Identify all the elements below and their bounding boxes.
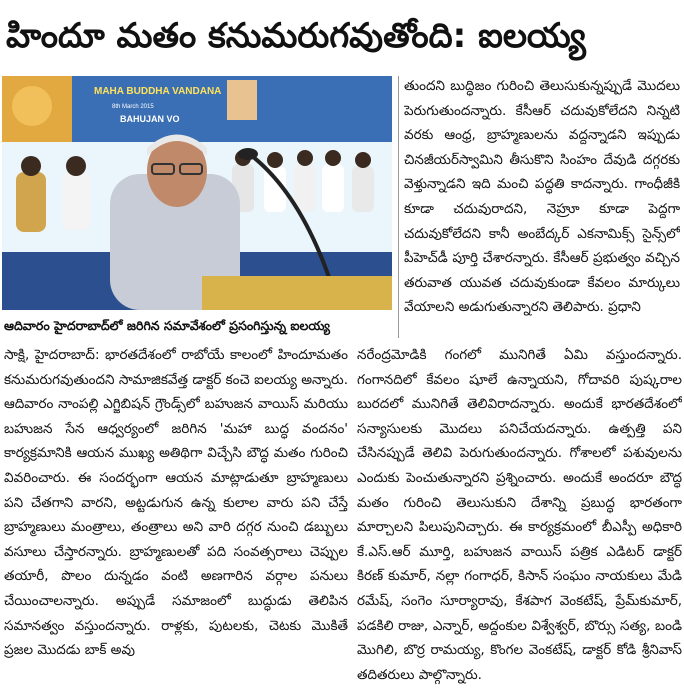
- banner-title: MAHA BUDDHA VANDANA: [94, 86, 222, 97]
- photo-caption: ఆదివారం హైదరాబాద్‌లో జరిగిన సమావేశంలో ప్రసంగిస్తున్న ఐలయ్య: [4, 318, 331, 333]
- article-column-right-bottom: [357, 343, 682, 688]
- article-column-right-top: [404, 74, 680, 344]
- headline: హిందూ మతం కనుమరుగవుతోంది: ఐలయ్య: [6, 16, 586, 56]
- banner-subtitle: BAHUJAN VO: [120, 114, 180, 124]
- article-column-left: [4, 343, 348, 688]
- article-text-right-bottom: నరేంద్రమోడికి గంగలో మునిగితే ఏమి వస్తుందన్నారు. గంగానదిలో కేవలం షూలే ఉన్నాయని, గోదావరి పుష్కరాల బురదలో మునిగితే తెలివిరాదన్నారు. అందుకే భారతదేశంలో సన్యాసులకు మొదలు పనిచేయదన్నారు. ఉత్పత్తి పని చేసినప్పుడే తెలివి పెరుగుతుందన్నారు. గోశాలలో పశువులను ఎందుకు పెంచుతున్నారని ప్రశ్నించారు. అందుకే అందరూ బౌద్ధ మతం గురించి తెలుసుకుని దేశాన్ని ప్రబుద్ధ భారతంగా మార్చాలని పిలుపునిచ్చారు. ఈ కార్యక్రమంలో బీఎస్పీ అధికారి కే.ఎస్.ఆర్ మూర్తి, బహుజన వాయిస్ పత్రిక ఎడిటర్ డాక్టర్ కిరణ్ కుమార్, నల్లా గంగాధర్, కిసాన్ సంఘం నాయకులు మేడి రమేష్, సంగెం సూర్యారావు, కేశపాగ వెంకటేష్, ప్రేమ్‌కుమార్, పడకిలి రాజు, ఎన్నార్, అద్దంకుల విశ్వేశ్వర్, బొర్సు సత్య, బండి మొగిలి, బొర్ర రామయ్య, కొంగల వెంకటేష్, డాక్టర్ కోడి శ్రీనివాస్ తదితరులు పాల్గొన్నారు.: [357, 347, 682, 683]
- news-photo: [2, 76, 392, 310]
- banner-date: 8th March 2015: [112, 104, 154, 110]
- column-divider: [398, 76, 399, 338]
- article-text-left: సాక్షి, హైదరాబాద్: భారతదేశంలో రాబోయే కాలంలో హిందూమతం కనుమరుగవుతుందని సామాజికవేత్త డాక్టర్ కంచె ఐలయ్య అన్నారు. ఆదివారం నాంపల్లి ఎగ్జిబిషన్ గ్రౌండ్స్‌లో బహుజన వాయిస్ మరియు బహుజన సేన ఆధ్వర్యంలో జరిగిన 'మహా బుద్ధ వందనం' కార్యక్రమానికి ఆయన ముఖ్య అతిథిగా విచ్చేసి బౌద్ధ మతం గురించి వివరించారు. ఈ సందర్భంగా ఆయన మాట్లాడుతూ బ్రాహ్మణులు పని చేతగాని వారని, అట్టడుగున ఉన్న కులాల వారు పని చేస్తే బ్రాహ్మణులు మంత్రాలు, తంత్రాలు అని వారి దగ్గర నుంచి డబ్బులు వసూలు చేస్తారన్నారు. బ్రాహ్మణులతో పది సంవత్సరాలు చెప్పుల తయారీ, పొలం దున్నడం వంటి అణగారిన వర్గాల పనులు చేయించాలన్నారు. అప్పుడే సమాజంలో బుద్ధుడు తెలిపిన సమానత్వం వస్తుందన్నారు. రాళ్లకు, పుటలకు, చెటకు మొకితే ప్రజల మొదడు బాక్ అవు: [4, 347, 348, 659]
- article-text-right-top: తుందని బుద్ధిజం గురించి తెలుసుకున్నప్పుడే మొదలు పెరుగుతుందన్నారు. కేసీఆర్ చదువుకోలేదని నిన్నటి వరకు ఆంధ్ర, బ్రాహ్మణులను వద్దన్నాడని ఇప్పుడు చినజీయర్‌స్వామిని తీసుకొని సింహం దేవుడి దగ్గరకు వెళ్తున్నాడని ఇది మంచి పద్ధతి కాదన్నారు. గాంధీజీకి కూడా చదువురాదని, నెహ్రూ కూడా పెద్దగా చదువుకోలేదని కానీ అంబేద్కర్ ఎకనామిక్స్ సైన్స్‌లో పీహెచ్‌డీ పూర్తి చేశారన్నారు. కేసీఆర్ ప్రభుత్వం వచ్చిన తరువాత యువత చదువుకుండా కేవలం మార్కులు వేయాలని అడుగుతున్నారని తెలిపారు. ప్రధాని: [404, 78, 680, 316]
